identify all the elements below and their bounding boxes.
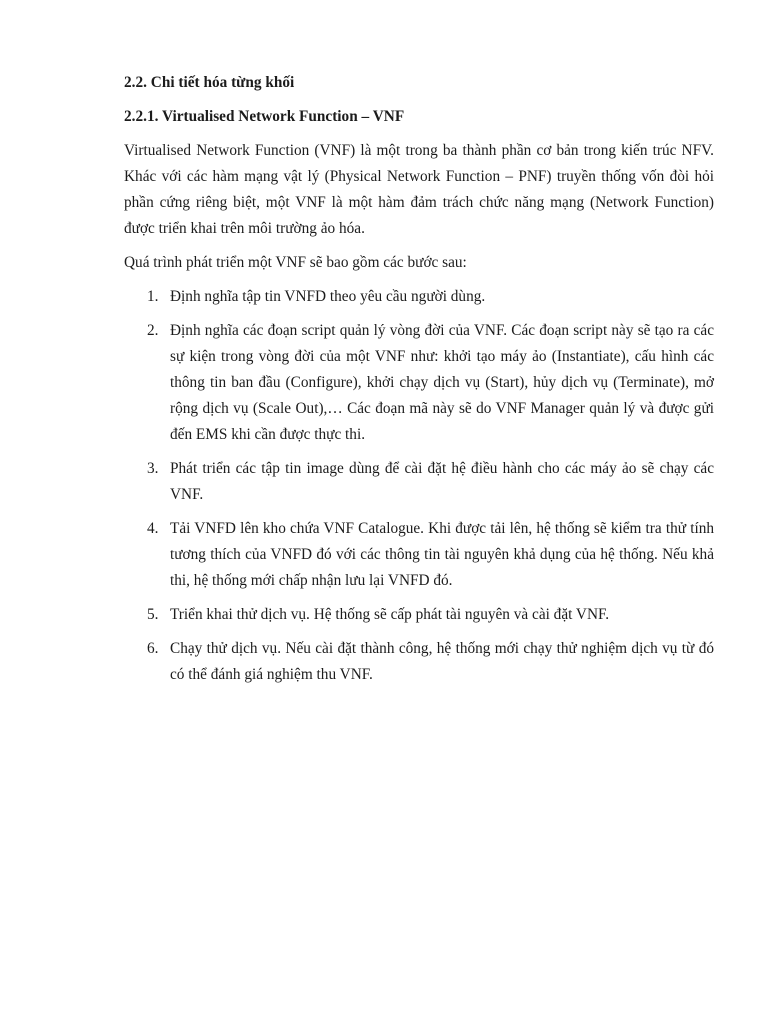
list-item (124, 284, 714, 310)
list-item (124, 636, 714, 688)
list-item (124, 516, 714, 594)
list-item (124, 318, 714, 448)
list-number: 5. (147, 606, 159, 623)
subsection-heading: 2.2.1. Virtualised Network Function – VNF (124, 108, 405, 125)
list-number: 2. (147, 322, 159, 339)
document-body (124, 70, 714, 696)
list-number: 1. (147, 288, 159, 305)
section-heading: 2.2. Chi tiết hóa từng khối (124, 74, 295, 91)
list-item (124, 456, 714, 508)
steps-list (124, 284, 714, 688)
list-text: Định nghĩa tập tin VNFD theo yêu cầu người dùng. (170, 288, 486, 305)
list-text: Chạy thử dịch vụ. Nếu cài đặt thành công, hệ thống mới chạy thử nghiệm dịch vụ từ đó có thể đánh giá nghiệm thu VNF. (170, 640, 714, 683)
list-number: 4. (147, 520, 159, 537)
list-text: Tải VNFD lên kho chứa VNF Catalogue. Khi được tải lên, hệ thống sẽ kiểm tra thử tính tương thích của VNFD đó với các thông tin tài nguyên khả dụng của hệ thống. Nếu khả thi, hệ thống mới chấp nhận lưu lại VNFD đó. (170, 520, 714, 589)
list-text: Triển khai thử dịch vụ. Hệ thống sẽ cấp phát tài nguyên và cài đặt VNF. (170, 606, 610, 623)
list-item (124, 602, 714, 628)
steps-intro: Quá trình phát triển một VNF sẽ bao gồm các bước sau: (124, 254, 467, 271)
list-text: Phát triển các tập tin image dùng để cài đặt hệ điều hành cho các máy ảo sẽ chạy các VNF. (170, 460, 714, 503)
list-number: 6. (147, 640, 159, 657)
intro-paragraph: Virtualised Network Function (VNF) là một trong ba thành phần cơ bản trong kiến trúc NFV. Khác với các hàm mạng vật lý (Physical Network Function – PNF) truyền thống vốn đòi hỏi phần cứng riêng biệt, một VNF là một hàm đảm trách chức năng mạng (Network Function) được triển khai trên môi trường ảo hóa. (124, 142, 714, 237)
list-text: Định nghĩa các đoạn script quản lý vòng đời của VNF. Các đoạn script này sẽ tạo ra các sự kiện trong vòng đời của một VNF như: khởi tạo máy ảo (Instantiate), cấu hình các thông tin ban đầu (Configure), khởi chạy dịch vụ (Start), hủy dịch vụ (Terminate), mở rộng dịch vụ (Scale Out),… Các đoạn mã này sẽ do VNF Manager quản lý và được gửi đến EMS khi cần được thực thi. (170, 322, 714, 443)
list-number: 3. (147, 460, 159, 477)
